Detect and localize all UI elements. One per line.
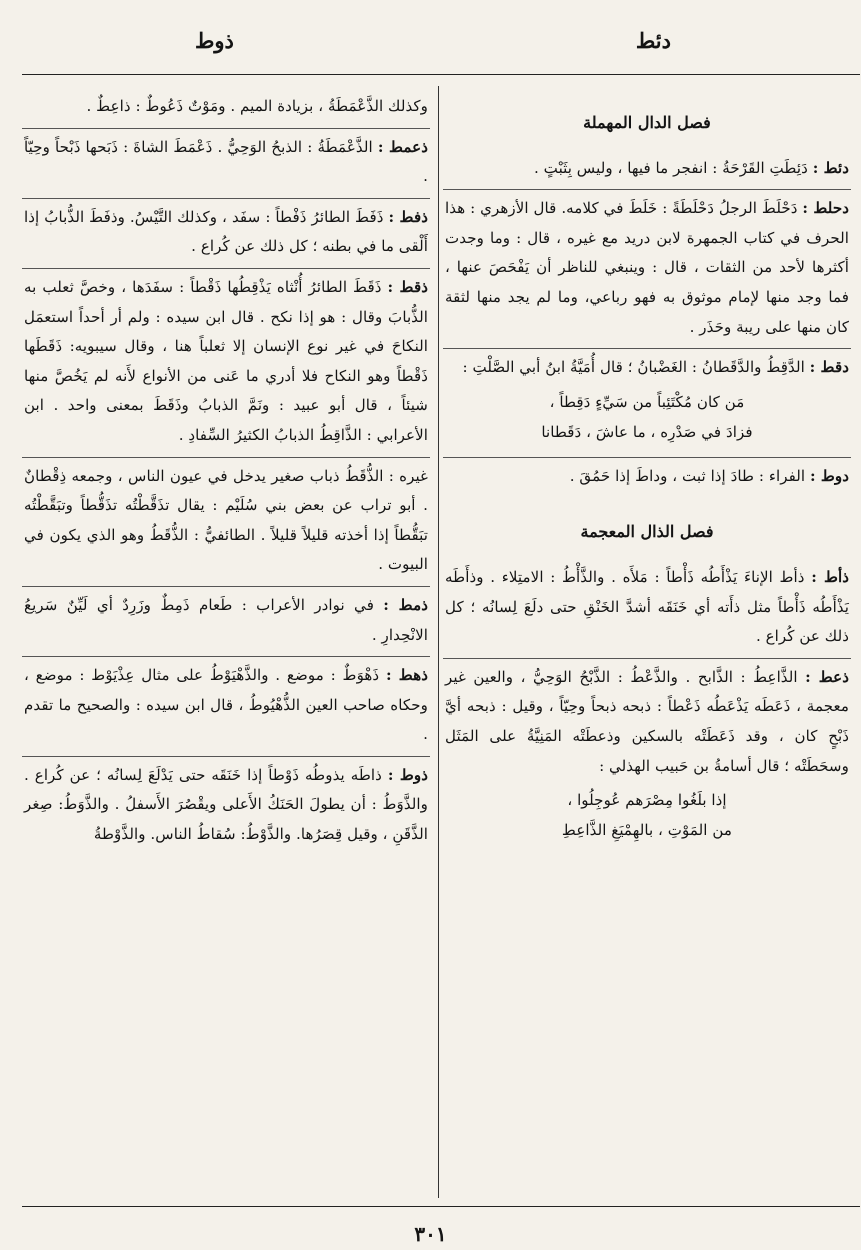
entry-headword: ذقط :: [387, 277, 428, 296]
entry-headword: ذمط :: [383, 595, 428, 614]
entry-headword: دوط :: [809, 466, 849, 485]
entry-dhamt: [22, 587, 430, 657]
entry-continuation: [22, 88, 430, 129]
top-rule: [22, 74, 860, 75]
left-column: [22, 88, 430, 856]
entry-text: الفراء : طادَ إذا ثبت ، وداطَ إذا حَمُقَ .: [569, 466, 806, 485]
entry-headword: دئط :: [812, 158, 849, 177]
entry-dhawt: [22, 757, 430, 856]
entry-text: غيره : الذُّقَطُ ذباب صغير يدخل في عيون الناس ، وجمعه ذِقْطانٌ . أبو تراب عن بعض بني سُلَيْم : يقال تذَقَّطْتُه تذَقُّطاً وتبَقَّطْتُه تبَقُّطاً إذا أخذته قليلاً قليلاً . الطائفيُّ : الذُّقَطُ وهو الذي يكون في البيوت .: [24, 466, 428, 574]
entry-headword: ذعط :: [805, 667, 849, 686]
bottom-rule: [22, 1206, 860, 1207]
entry-text: الذَّاعِطُ : الذَّابح . والذَّعْطُ : الذَّبْحُ الوَحِيُّ ، والعين غير معجمة ، ذَعَطَه يَذْعَطُه ذَعْطاً : ذبحه ذبحاً وحِيّاً ، وقيل : ذبحه أيَّ ذَبْحٍ كان ، وقد ذَعَطَتْه بالسكين وذعطَتْه المَنِيَّةُ على المَثَل وسحَطَتْه ؛ قال أسامةُ بن حَبيب الهذلي :: [445, 667, 849, 775]
entry-dhaat-ain: [443, 659, 851, 855]
entry-dat: [443, 150, 851, 191]
entry-text: ذَقَطَ الطائرُ أُنْثاه يَذْقِطُها ذَقْطاً : سفَدَها ، وخصَّ ثعلب به الذُّبابَ وقال : هو إذا نكح . قال ابن سيده : ولم أر أحداً استعمَل النكاحَ في غير نوع الإنسان إلا ثعلباً هنا ، وقال سيبويه: ذَقَطَها ذَقْطاً وهو النكاح فلا أدري ما عَنى من الأنواع لأَنه لم يَخُصَّ منها شيئاً ، قال أبو عبيد : ونَمَّ الذبابُ وذَقَطَ بمعنى واحد . ابن الأعرابي : الذَّاقِطُ الذبابُ الكثيرُ السِّفادِ .: [24, 277, 429, 444]
poetry-verse: [445, 781, 849, 849]
entry-text: ذأط الإناءَ يَذْأَطُه ذَأْطاً : مَلأَه . والذَّأْطُ : الامتِلاء . وذأَطَه يَذْأَطُه ذَأْطاً مثل ذأَته أي خَنَقَه أشدَّ الخَنْقِ حتى دلَعَ لِسانُه ؛ كل ذلك عن كُراع .: [445, 567, 849, 646]
entry-dhaat: [443, 559, 851, 659]
header-right-headword: دئط: [635, 28, 671, 53]
entry-dhahat: [22, 657, 430, 757]
entry-text: الدَّقِطُ والدَّقَطانُ : الغَضْبانُ ؛ قال أُمَيَّةُ ابنُ أبي الصَّلْتِ :: [462, 358, 805, 377]
entry-dhamat: [22, 129, 430, 199]
entry-text: ذَهْوَطٌ : موضع . والذَّهْيَوْطُ على مثال عِذْيَوْط : موضع ، وحكاه صاحب العين الذُّهْيُوطُ ، قال ابن سيده : والصحيح ما تقدم .: [24, 666, 428, 744]
section-title: فصل الدال المهملة: [583, 113, 711, 132]
entry-dahlat: [443, 190, 851, 349]
entry-headword: دقط :: [809, 358, 849, 377]
entry-headword: دحلط :: [802, 199, 849, 218]
right-column: [443, 88, 851, 855]
column-divider: [438, 86, 439, 1198]
entry-headword: ذأط :: [811, 567, 849, 586]
poetry-verse: [445, 383, 849, 451]
entry-text: ذاطَه يذوطُه ذَوْطاً إذا خَنَقَه حتى يَدْلَعَ لِسانُه ؛ عن كُراع . والذَّوَطُ : أن يطولَ الحَنَكُ الأَعلى ويقْصُرَ الأَسفلُ . والذَّوَطُ: صِغر الذَّقَنِ ، وقيل قِصَرُها. والذَّوْطُ: سُقاطُ الناس. والذَّوْطةُ: [24, 765, 428, 844]
section-title: فصل الذال المعجمة: [580, 522, 714, 542]
entry-text: ذَفَطَ الطائرُ ذَفْطاً : سفَد ، وكذلك التَّيْسُ. وذفَطَ الذُّبابُ إذا أَلْقى ما في بطنه ؛ كل ذلك عن كُراع .: [24, 207, 428, 256]
verse-line: فزادَ في صَدْرِه ، ما عاشَ ، دَقَطانا: [541, 422, 753, 441]
entry-headword: ذهط :: [385, 666, 428, 685]
entry-text: في نوادر الأعراب : طَعام ذَمِطٌ وزَرِدٌ أي لَيِّنٌ سَريعُ الانْحِدارِ .: [24, 595, 428, 644]
entry-dhaqat: [22, 269, 430, 458]
header-left-headword: ذوط: [195, 28, 234, 53]
entry-dhaqat-cont: [22, 458, 430, 587]
verse-line: من المَوْتِ ، بالهِمْيَغِ الذَّاعِطِ: [561, 821, 733, 840]
entry-dhafat: [22, 199, 430, 269]
entry-headword: ذعمط :: [377, 137, 429, 156]
page-number: ٣٠١: [414, 1222, 447, 1246]
entry-daqat: [443, 349, 851, 458]
entry-text: الذَّعْمَطَةُ : الذبحُ الوَحِيُّ . ذَعْمَطَ الشاةَ : ذَبَحها ذَبْحاً وحِيّاً .: [24, 137, 428, 186]
verse-line: إذا بلَغُوا مِصْرَهم عُوجِلُوا ،: [567, 791, 727, 810]
running-header: [0, 28, 861, 64]
entry-headword: ذفط :: [388, 207, 428, 226]
entry-dawt: [443, 458, 851, 498]
entry-text: دَحْلَطَ الرجلُ دَحْلَطَةً : خَلَطَ في كلامه. قال الأزهري : هذا الحرف في كتاب الجمهرة لابن دريد مع غيره ، قال : وما وجدت أكثرها لأحد من الثقات ، قال : وينبغي للناظر أن يَفْحَصَ عنها ، فما وجد منها لإمام موثوق به فهو رباعي، وما لم يجد منها لثقة كان منها على ريبة وحَذَر .: [445, 199, 849, 336]
entry-headword: ذوط :: [387, 765, 428, 784]
entry-text: وكذلك الذَّعْمَطَةُ ، بزيادة الميم . ومَوْتٌ ذَعُوطٌ : ذاعِطٌ .: [86, 97, 428, 115]
entry-text: دَئِطَتِ القَرْحَةُ : انفجر ما فيها ، وليس بِثَبْتٍ .: [534, 158, 808, 177]
verse-line: مَن كان مُكْتَئِباً من سَيِّءٍ دَقِطاً ،: [549, 392, 745, 411]
